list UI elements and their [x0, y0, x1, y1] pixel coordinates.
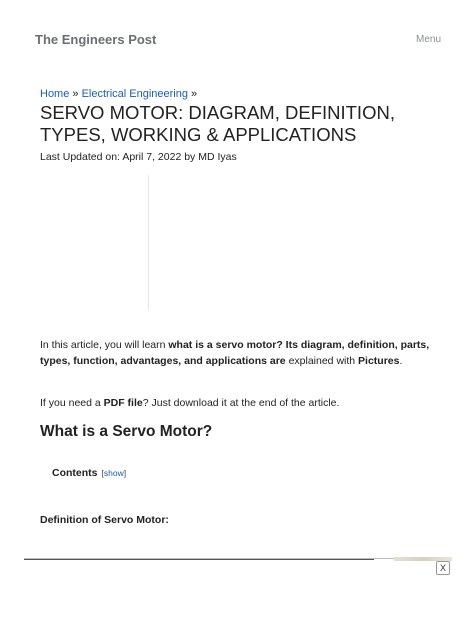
intro-text: . [399, 354, 403, 367]
toc-title: Contents [52, 467, 98, 479]
site-title-link[interactable]: The Engineers Post [35, 32, 157, 47]
toc-show-link[interactable]: show [103, 468, 124, 478]
table-of-contents [52, 467, 126, 479]
intro-text: In this article, you will learn [40, 339, 169, 351]
subheading: Definition of Servo Motor: [40, 514, 169, 526]
ad-placeholder-divider [148, 175, 149, 310]
breadcrumb [40, 88, 197, 100]
by-text: by [181, 151, 199, 163]
pdf-note-text: ? Just download it at the end of the article. [142, 397, 340, 409]
page-title: SERVO MOTOR: DIAGRAM, DEFINITION, TYPES, WORKING & APPLICATIONS [40, 102, 395, 145]
ad-banner-border-dark [24, 559, 374, 560]
pdf-note-paragraph [40, 396, 435, 411]
pdf-note-text: If you need a [40, 397, 104, 409]
site-header [0, 0, 474, 80]
section-heading: What is a Servo Motor? [40, 423, 213, 440]
breadcrumb-separator: » [69, 88, 82, 100]
pdf-file-bold: PDF file [103, 397, 143, 409]
menu-button[interactable]: Menu [416, 34, 442, 45]
intro-bold-text: what is a servo motor? Its diagram, definition, parts, types, function, advantages, and applications are [40, 339, 430, 367]
toc-bracket: [ [101, 468, 104, 478]
intro-paragraph [40, 338, 435, 369]
author-name: MD Iyas [198, 151, 237, 163]
ad-close-button[interactable]: X [436, 561, 450, 575]
breadcrumb-separator: » [187, 88, 198, 100]
intro-bold-pictures: Pictures [358, 354, 400, 367]
toc-toggle [102, 468, 127, 478]
breadcrumb-category-link[interactable]: Electrical Engineering [81, 88, 188, 100]
updated-prefix: Last Updated on: [40, 151, 123, 163]
article-meta [40, 151, 237, 163]
intro-text: explained with [285, 354, 359, 367]
toc-bracket: ] [123, 468, 127, 478]
updated-date: April 7, 2022 [122, 151, 182, 163]
breadcrumb-home-link[interactable]: Home [40, 88, 70, 100]
